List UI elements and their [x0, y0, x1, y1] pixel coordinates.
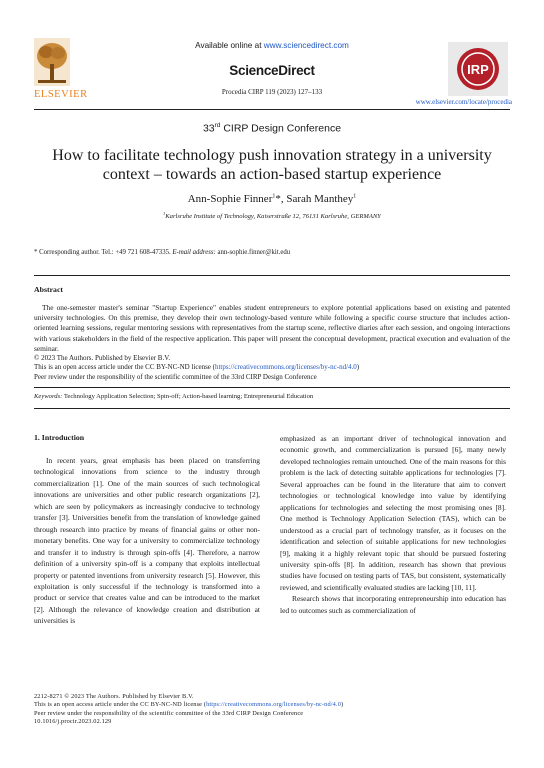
cirp-logo-text: IRP [467, 62, 489, 77]
elsevier-wordmark: ELSEVIER [34, 89, 88, 100]
abstract-heading: Abstract [34, 285, 64, 294]
cirp-logo [448, 42, 508, 96]
column-right [280, 433, 506, 616]
paragraph: Research shows that incorporating entrepreneurship into education has led to outcomes such as commercialization of [280, 594, 506, 615]
sciencedirect-link[interactable]: www.sciencedirect.com [263, 41, 349, 50]
author-1: Ann-Sophie Finner [187, 193, 273, 205]
license-line: This is an open access article under the CC BY-NC-ND license (https://creativecommons.org/licenses/by-nc-nd/4.0) [34, 363, 360, 372]
available-online: Available online at www.sciencedirect.com [195, 41, 349, 50]
journal-url-link[interactable]: www.elsevier.com/locate/procedia [415, 98, 512, 106]
sciencedirect-wordmark: ScienceDirect [229, 63, 315, 78]
corresponding-author: * Corresponding author. Tel.: +49 721 608-47335. E-mail address: ann-sophie.finner@kit.edu [34, 249, 291, 256]
paper-title: How to facilitate technology push innovation strategy in a university context – towards an action-based startup experience [52, 147, 492, 183]
abstract-text: The one-semester master's seminar "Startup Experience" enables student entrepreneurs to explore potential applications based on existing and patented university technologies. On this premise, they develop their own technology-based venture while following a specific course structure that includes action-oriented learning sessions, regular mentoring sessions with representatives from the startup scene, reflective diaries after each session, and ongoing interactions with various stakeholders in the field of the respective application. This paper will present the conceptual development, practical execution and evaluation of the seminar. [34, 303, 510, 353]
paragraph: emphasized as an important driver of technological innovation and economic growth, and commercialization is pursued [6], many newly developed technologies remain untouched. One of the main reasons for this problem is the lack of detecting suitable applications for technologies [7]. Several approaches can be found in the literature that aim to convert technologies or technological knowledge into value by identifying applications for technologies and selecting the most promising ones [8]. One method is Technology Application Selection (TAS), which can be understood as a crucial part of technology transfer, as it focuses on the identification and selection of suitable applications for new technologies [9], making it a highly relevant topic that should be pursued fostering university spin-offs [8]. In addition, research has shown that previous studies have focused on testing parts of TAS, but consistent, systematically reviewed, and scientifically evaluated studies are lacking [10, 11]. [280, 434, 506, 592]
conference-name: 33rd CIRP Design Conference [202, 122, 342, 135]
footer-notice: 2212-8271 © 2023 The Authors. Published by Elsevier B.V. This is an open access article under the CC BY-NC-ND license (https://creativecommons.org/licenses/by-nc-nd/4.0) Peer review under the responsibility of the scientific committee of the 33rd CIRP Design Conference 10.1016/j.procir.2023.02.129 [34, 693, 344, 725]
keywords: Keywords: Technology Application Selection; Spin-off; Action-based learning; Entrepreneurial Education [34, 393, 314, 400]
abstract-rule-top [34, 275, 510, 276]
keywords-rule-top [34, 387, 510, 388]
author-list: Ann-Sophie Finner$^1$*, Sarah Manthey$^1$ [187, 193, 357, 205]
doi: 10.1016/j.procir.2023.02.129 [34, 717, 112, 725]
peer-review-line: Peer review under the responsibility of the scientific committee of the 33rd CIRP Design Conference [34, 372, 317, 381]
affiliation: $^1$Karlsruhe Institute of Technology, Kaiserstraße 12, 76131 Karlsruhe, GERMANY [163, 211, 381, 221]
copyright-line: © 2023 The Authors. Published by Elsevier B.V. [34, 354, 171, 363]
column-left [34, 455, 260, 627]
author-2: Sarah Manthey [286, 193, 354, 205]
email-link[interactable]: ann-sophie.finner@kit.edu [215, 249, 291, 256]
abstract-body [34, 303, 510, 382]
journal-citation: Procedia CIRP 119 (2023) 127–133 [221, 88, 323, 96]
footer-license-link[interactable]: https://creativecommons.org/licenses/by-nc-nd/4.0 [206, 701, 342, 709]
keywords-rule-bottom [34, 408, 510, 409]
header-rule [34, 109, 510, 110]
paragraph: In recent years, great emphasis has been placed on transferring technological innovations from science to the industry through commercialization [1]. One of the main sources of such technological innovations are universities and other public research organizations [2], which are seen by policymakers as increasingly conducive to technology transfer [3]. Universities benefit from the translation of knowledge gained through research into practice by means of financial gains or other non-monetary benefits. One way for a university to commercialize technology and transfer it to industry is through spin-offs [4]. Therefore, a narrow definition of a university spin-off is a company that exploits intellectual property or patented inventions from university research [5]. However, this exploitation is only successful if the technology is transformed into a product or service that creates value and can be introduced to the market [2]. Although the relevance of knowledge creation and distribution at universities is [34, 456, 260, 626]
license-link[interactable]: https://creativecommons.org/licenses/by-nc-nd/4.0 [214, 363, 357, 372]
section-heading-introduction: 1. Introduction [34, 433, 85, 442]
